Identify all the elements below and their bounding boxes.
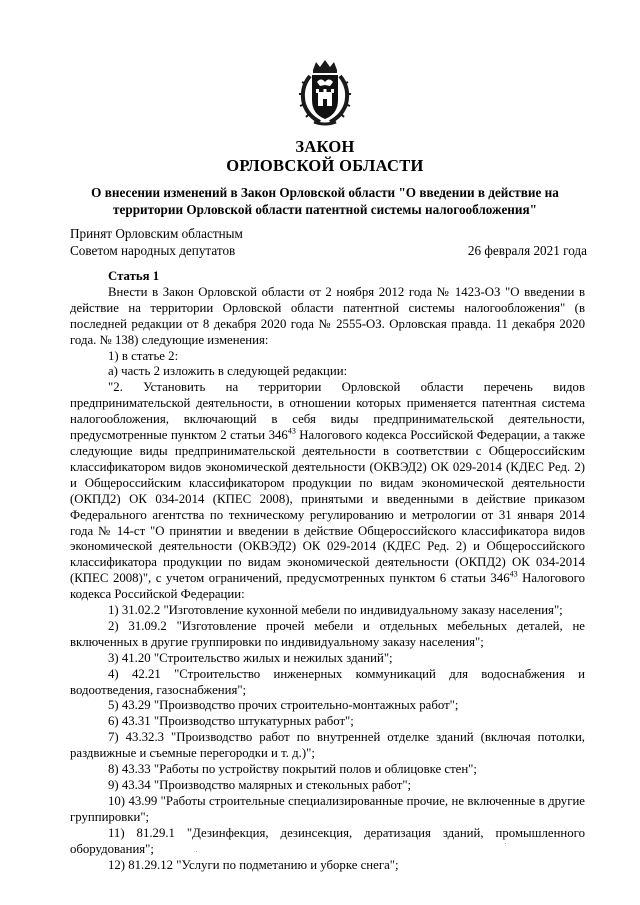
activity-list xyxy=(70,603,585,873)
article-paragraph: а) часть 2 изложить в следующей редакции: xyxy=(108,364,348,379)
list-item: 10) 43.99 "Работы строительные специализированные прочие, не включенные в другие группировки"; xyxy=(70,793,585,824)
list-item: 9) 43.34 "Производство малярных и стекольных работ"; xyxy=(108,778,412,792)
adoption-line-1: Принят Орловским областным xyxy=(70,226,243,241)
article-main-paragraph xyxy=(70,380,585,603)
law-title xyxy=(0,137,640,175)
article-body xyxy=(70,269,585,873)
list-item: 1) 31.02.2 "Изготовление кухонной мебели по индивидуальному заказу населения"; xyxy=(108,603,563,618)
list-item: 7) 43.32.3 "Производство работ по внутренней отделке зданий (включая потолки, раздвижные и съемные перегородки и т. д.)"; xyxy=(70,730,585,761)
list-item: 12) 81.29.12 "Услуги по подметанию и уборке снега"; xyxy=(108,857,399,872)
title-line-2: ОРЛОВСКОЙ ОБЛАСТИ xyxy=(226,156,424,175)
title-line-1: ЗАКОН xyxy=(295,137,355,156)
list-item: 6) 43.31 "Производство штукатурных работ"; xyxy=(108,714,354,729)
list-item: 8) 43.33 "Работы по устройству покрытий полов и облицовке стен"; xyxy=(108,762,477,777)
adoption-info xyxy=(70,225,243,259)
list-item: 2) 31.09.2 "Изготовление прочей мебели и отдельных мебельных деталей, не включенных в другие группировки по индивидуальному заказу населения"; xyxy=(70,618,585,649)
scan-speck xyxy=(505,843,506,844)
orel-coat-of-arms-icon xyxy=(296,58,354,128)
main-text-a: "2. Установить на территории Орловской области перечень видов предпринимательской деятельности, в отношении которых применяется патентная система налогообложения, включающий в себя виды предпринимательской деятельности, предусмотренные пунктом 2 статьи 346 xyxy=(70,380,585,443)
adoption-line-2: Советом народных депутатов xyxy=(70,243,236,258)
adoption-date: 26 февраля 2021 года xyxy=(467,243,587,258)
list-item: 3) 41.20 "Строительство жилых и нежилых зданий"; xyxy=(108,650,393,665)
scan-speck xyxy=(196,851,197,852)
list-item: 11) 81.29.1 "Дезинфекция, дезинсекция, дератизация зданий, промышленного оборудования"; xyxy=(70,825,585,856)
article-intro: Внести в Закон Орловской области от 2 ноября 2012 года № 1423-ОЗ "О введении в действие на территории Орловской области патентной системы налогообложения" (в последней редакции от 8 декабря 2020 года № 2555-ОЗ. Орловская правда. 11 декабря 2020 года. № 138) следующие изменения: xyxy=(70,284,585,347)
list-item: 4) 42.21 "Строительство инженерных коммуникаций для водоснабжения и водоотведения, газоснабжения"; xyxy=(70,666,585,697)
main-text-c: Налогового кодекса Российской Федерации: xyxy=(70,571,586,602)
article-heading: Статья 1 xyxy=(108,269,160,283)
main-text-b: Налогового кодекса Российской Федерации, а также следующие виды предпринимательской деятельности в соответствии с Общероссийским классификатором видов экономической деятельности (ОКВЭД2) ОК 029-2014 (КДЕС Ред. 2) и Общероссийским классификатором продукции по видам экономической деятельности (ОКПД2) ОК 034-2014 (КПЕС 2008), принятыми и введенными в действие приказом Федерального агентства по техническому регулированию и метрологии от 31 января 2014 года № 14-ст "О принятии и введении в действие Общероссийского классификатора видов экономической деятельности (ОКВЭД2) ОК 029-2014 (КДЕС Ред. 2) и Общероссийского классификатора продукции по видам экономической деятельности (ОКПД2) ОК 034-2014 (КПЕС 2008)", с учетом ограничений, предусмотренных пунктом 6 статьи 346 xyxy=(70,428,586,586)
law-subtitle: О внесении изменений в Закон Орловской области "О введении в действие на территории Орловской области патентной системы налогообложения" xyxy=(91,185,559,217)
superscript-43: 43 xyxy=(509,569,518,579)
superscript-43: 43 xyxy=(287,426,296,436)
article-paragraph: 1) в статье 2: xyxy=(108,348,179,363)
list-item: 5) 43.29 "Производство прочих строительно-монтажных работ"; xyxy=(108,698,459,713)
